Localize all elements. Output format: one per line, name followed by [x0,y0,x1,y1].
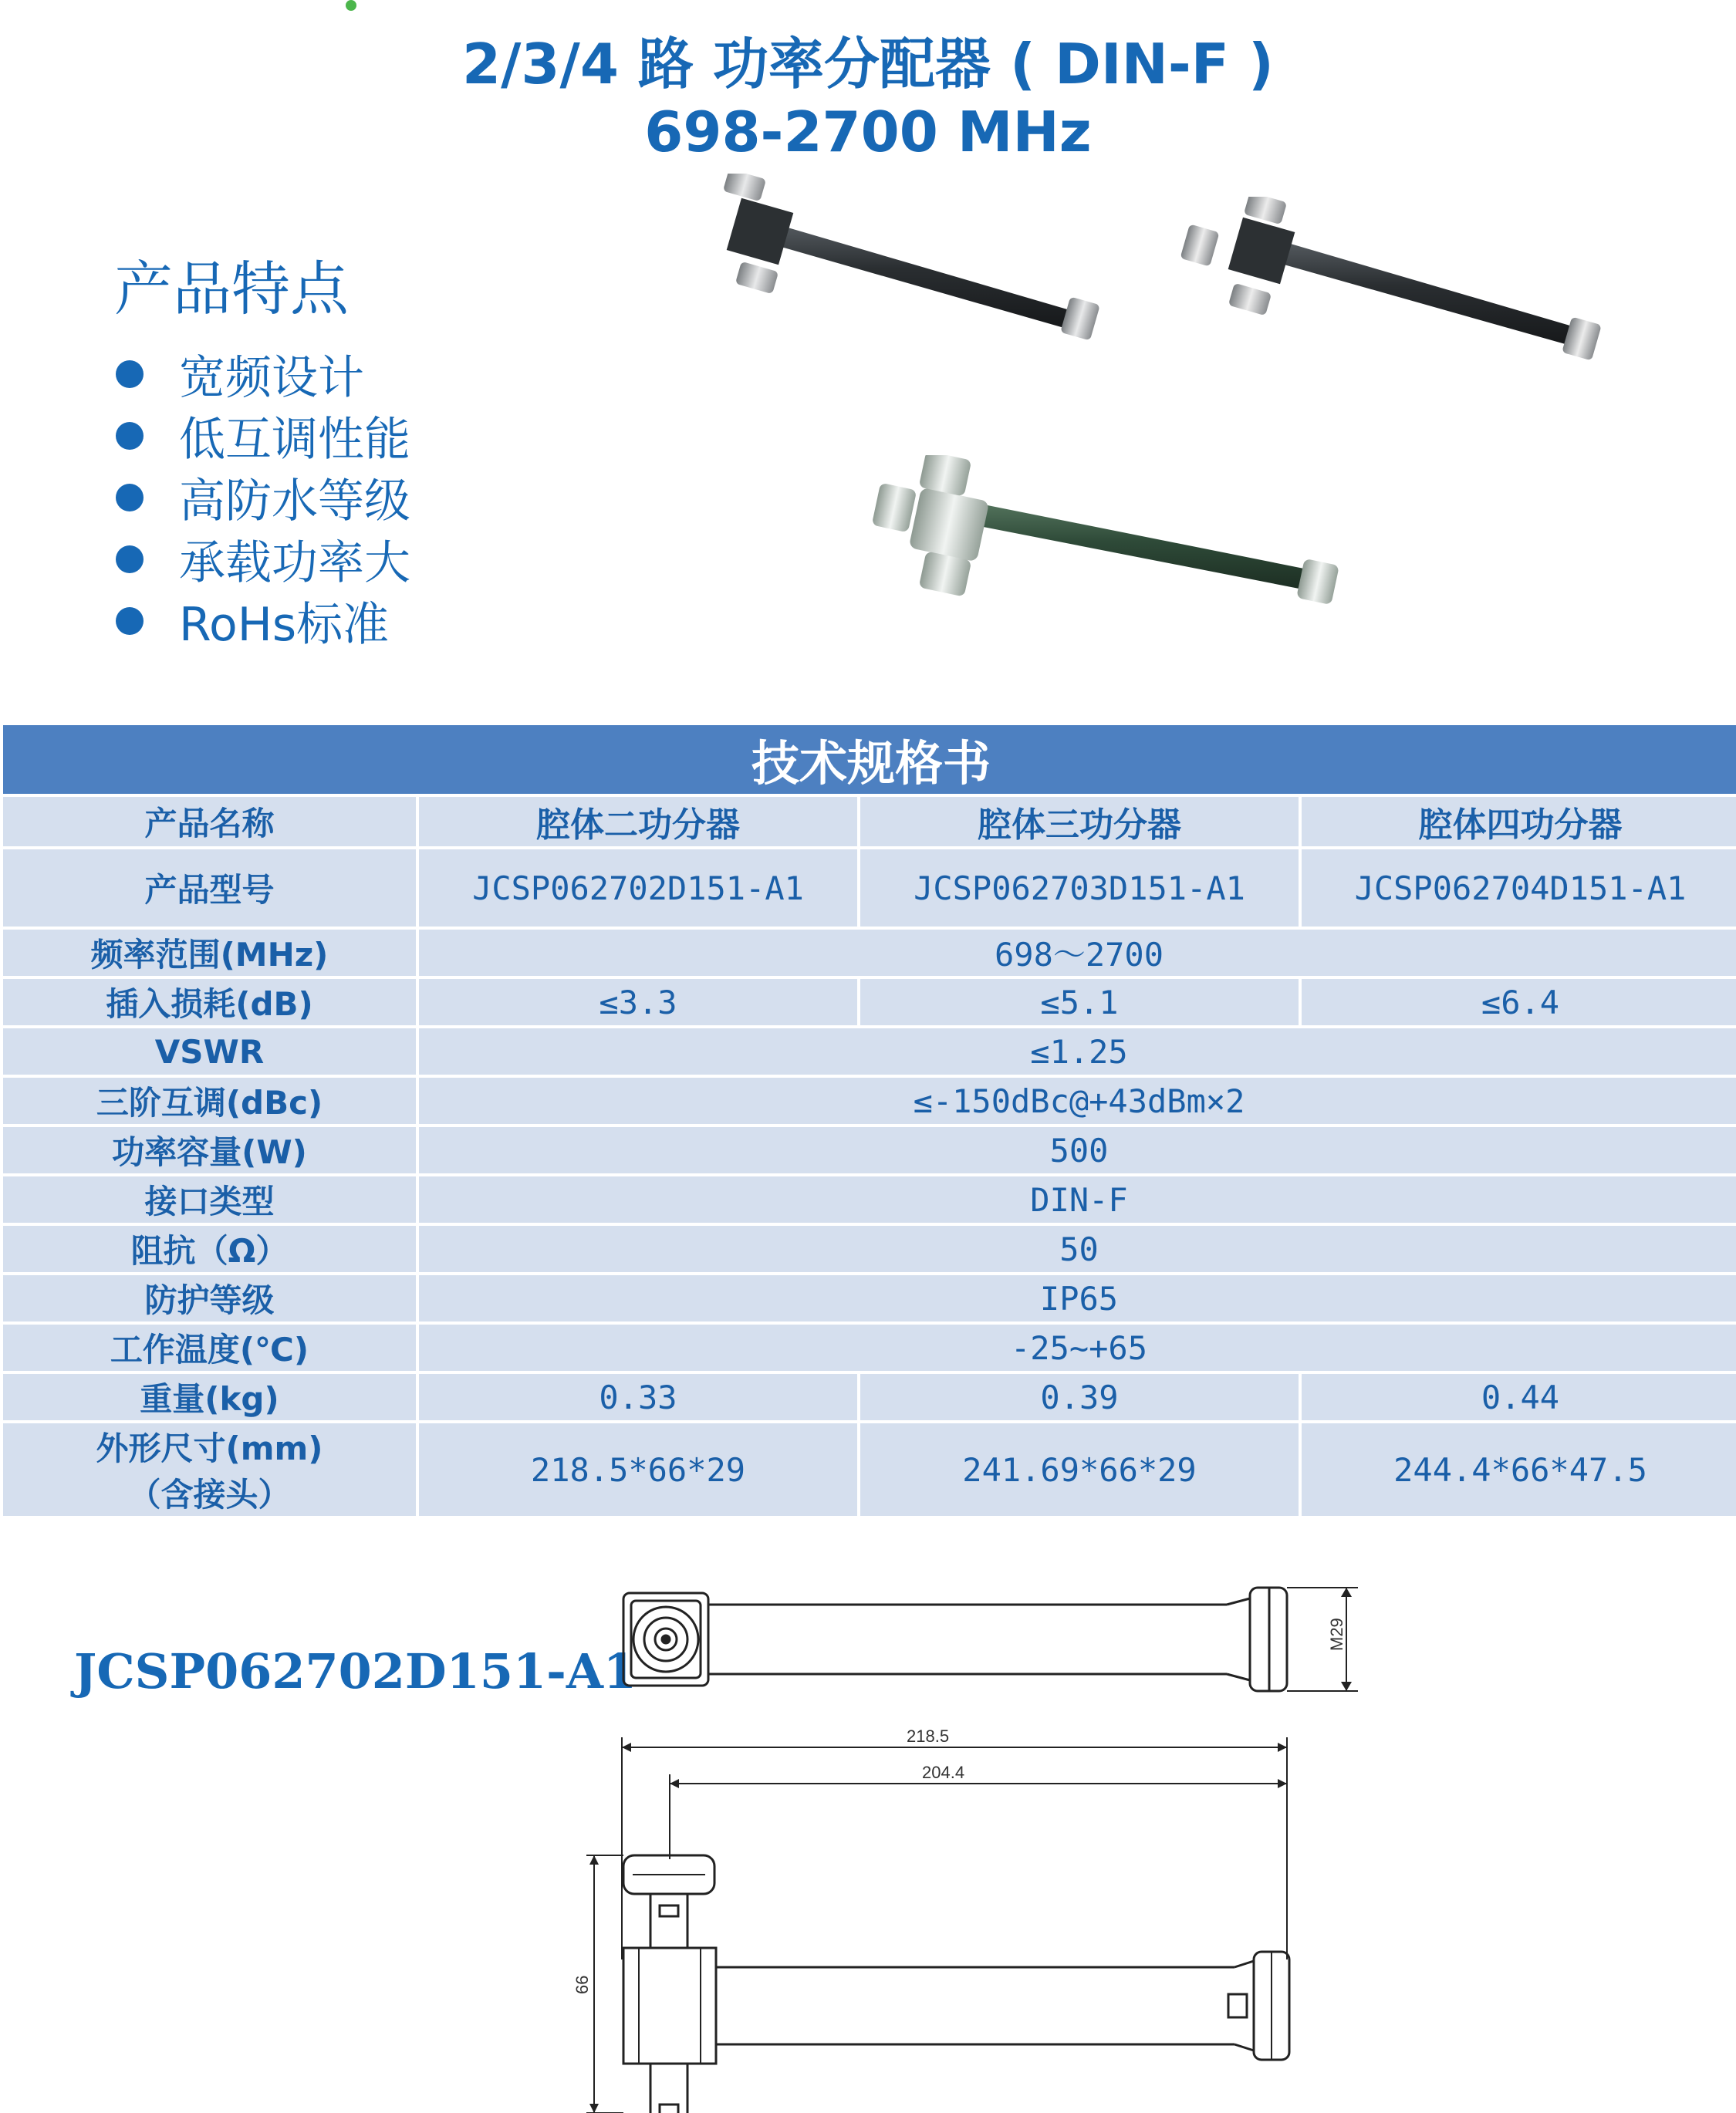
cell: ≤6.4 [1302,979,1736,1025]
table-row [3,1176,1736,1223]
row-label: 重量(kg) [3,1374,416,1420]
cell: -25~+65 [419,1325,1736,1371]
feature-label: 宽频设计 [179,351,364,405]
feature-item [116,528,410,590]
feature-label: 高防水等级 [179,474,410,528]
technical-drawing [0,1574,1736,2113]
cell: 腔体三功分器 [860,797,1299,846]
cell: JCSP062704D151-A1 [1302,849,1736,927]
feature-label: RoHs标准 [179,598,390,652]
cell: JCSP062703D151-A1 [860,849,1299,927]
table-row [3,1028,1736,1075]
features-heading: 产品特点 [114,255,349,323]
spec-table-title: 技术规格书 [3,725,1736,794]
row-label: 阻抗（Ω） [3,1226,416,1272]
cell: ≤-150dBc@+43dBm×2 [419,1078,1736,1124]
row-label: 产品名称 [3,797,416,846]
row-label-line2: （含接头） [128,1476,291,1514]
side-view [572,1855,1289,2113]
table-row [3,979,1736,1025]
cell: 500 [419,1127,1736,1173]
row-label: 三阶互调(dBc) [3,1078,416,1124]
dim-total: 218.5 [907,1727,950,1746]
dim-width: 66 [572,1975,592,1994]
feature-item [116,467,410,528]
cell: 241.69*66*29 [860,1423,1299,1516]
feature-item [116,590,410,652]
table-row [3,1325,1736,1371]
features-list [116,343,410,652]
row-label-line1: 外形尺寸(mm) [96,1429,323,1467]
feature-label: 承载功率大 [179,536,410,590]
table-row [3,1275,1736,1321]
cell: ≤1.25 [419,1028,1736,1075]
bullet-icon [116,422,144,450]
row-label: 工作温度(℃) [3,1325,416,1371]
decorative-dot [346,0,356,11]
cell: DIN-F [419,1176,1736,1223]
cell: ≤5.1 [860,979,1299,1025]
cell: 腔体四功分器 [1302,797,1736,846]
product-photo-3way [1177,197,1609,374]
cell: 0.39 [860,1374,1299,1420]
bullet-icon [116,545,144,573]
bullet-icon [116,360,144,388]
spec-table [0,722,1736,1519]
drawing-model-label: JCSP062702D151-A1 [74,1643,637,1700]
table-row [3,1127,1736,1173]
product-photo-4way [868,455,1346,633]
cell: JCSP062702D151-A1 [419,849,857,927]
product-photo-2way [710,174,1111,359]
page-subtitle: 698-2700 MHz [644,100,1092,164]
row-label: 插入损耗(dB) [3,979,416,1025]
page-title: 2/3/4 路 功率分配器 ( DIN-F ) [462,32,1274,96]
spec-table-title-row [3,725,1736,794]
row-label: VSWR [3,1028,416,1075]
cell: 244.4*66*47.5 [1302,1423,1736,1516]
cell: IP65 [419,1275,1736,1321]
table-row [3,1423,1736,1516]
dim-height: M29 [1327,1618,1346,1651]
row-label: 产品型号 [3,849,416,927]
bullet-icon [116,484,144,511]
feature-item [116,405,410,467]
cell: 698～2700 [419,930,1736,976]
bullet-icon [116,607,144,635]
top-view [623,1588,1358,1691]
dim-inner: 204.4 [922,1763,965,1782]
row-label: 接口类型 [3,1176,416,1223]
row-label: 频率范围(MHz) [3,930,416,976]
table-row [3,930,1736,976]
cell: 50 [419,1226,1736,1272]
cell: 218.5*66*29 [419,1423,857,1516]
feature-label: 低互调性能 [179,413,410,467]
feature-item [116,343,410,405]
cell: 0.33 [419,1374,857,1420]
table-row [3,1374,1736,1420]
row-label: 防护等级 [3,1275,416,1321]
cell: ≤3.3 [419,979,857,1025]
cell: 0.44 [1302,1374,1736,1420]
table-row [3,1078,1736,1124]
cell: 腔体二功分器 [419,797,857,846]
row-label [3,1423,416,1516]
table-row [3,1226,1736,1272]
row-label: 功率容量(W) [3,1127,416,1173]
table-row [3,849,1736,927]
table-row [3,797,1736,846]
